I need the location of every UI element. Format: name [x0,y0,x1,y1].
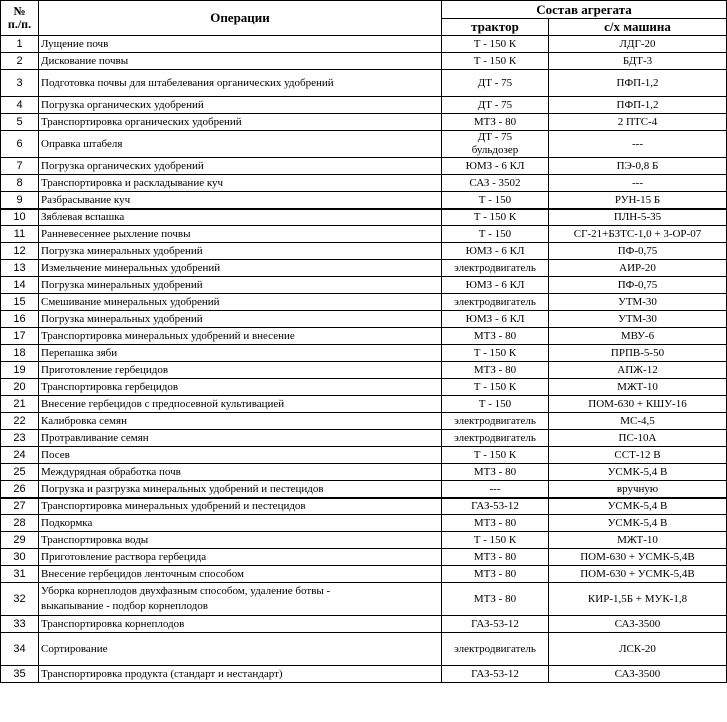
row-number: 16 [1,311,39,328]
tractor-cell: --- [442,481,549,498]
row-number: 20 [1,379,39,396]
operation-cell: Калибровка семян [39,413,442,430]
row-number: 14 [1,277,39,294]
table-row [1,413,727,430]
machine-cell: ПЭ-0,8 Б [549,158,727,175]
operation-cell: Погрузка минеральных удобрений [39,243,442,260]
table-row [1,243,727,260]
machine-cell: УТМ-30 [549,294,727,311]
tractor-cell: МТЗ - 80 [442,328,549,345]
operation-cell: Посев [39,447,442,464]
operation-cell: Междурядная обработка почв [39,464,442,481]
operation-line: Уборка корнеплодов двухфазным способом, удаление ботвы - [41,585,331,597]
operation-cell: Транспортировка минеральных удобрений и внесение [39,328,442,345]
tractor-cell: электродвигатель [442,633,549,666]
tractor-cell: электродвигатель [442,260,549,277]
table-row [1,114,727,131]
machine-cell: ПОМ-630 + КШУ-16 [549,396,727,413]
machine-cell: АПЖ-12 [549,362,727,379]
operation-cell: Лущение почв [39,36,442,53]
machine-cell: БДТ-3 [549,53,727,70]
table-row [1,328,727,345]
machine-cell: --- [549,131,727,158]
machine-cell: ПРПВ-5-50 [549,345,727,362]
operation-cell: Транспортировка гербецидов [39,379,442,396]
table-row [1,566,727,583]
header-unit-composition: Состав агрегата [442,1,727,19]
row-number: 34 [1,633,39,666]
operation-line: выкапывание - подбор корнеплодов [41,600,208,612]
tractor-cell: Т - 150 К [442,379,549,396]
table-row [1,362,727,379]
machine-cell: ССТ-12 В [549,447,727,464]
machine-cell: МЖТ-10 [549,532,727,549]
machine-cell: ПОМ-630 + УСМК-5,4В [549,566,727,583]
machine-cell: МС-4,5 [549,413,727,430]
row-number: 29 [1,532,39,549]
row-number: 31 [1,566,39,583]
tractor-cell: электродвигатель [442,430,549,447]
row-number: 10 [1,209,39,226]
row-number: 15 [1,294,39,311]
table-row [1,226,727,243]
row-number: 7 [1,158,39,175]
operation-cell: Сортирование [39,633,442,666]
tractor-cell: электродвигатель [442,413,549,430]
table-row [1,666,727,683]
table-row [1,481,727,498]
table-row [1,549,727,566]
operation-cell: Транспортировка воды [39,532,442,549]
table-row [1,447,727,464]
table-row [1,345,727,362]
operation-cell: Разбрасывание куч [39,192,442,209]
machine-cell: ЛДГ-20 [549,36,727,53]
table-row [1,158,727,175]
table-row [1,175,727,192]
row-number: 1 [1,36,39,53]
table-body [1,36,727,683]
tractor-cell: ГАЗ-53-12 [442,666,549,683]
machine-cell: вручную [549,481,727,498]
table-row [1,260,727,277]
table-row [1,277,727,294]
table-row [1,36,727,53]
tractor-cell: МТЗ - 80 [442,114,549,131]
header-num-symbol: № [13,4,26,18]
machine-cell: УСМК-5,4 В [549,498,727,515]
row-number: 18 [1,345,39,362]
machine-cell: УСМК-5,4 В [549,464,727,481]
table-row [1,294,727,311]
row-number: 2 [1,53,39,70]
operation-cell: Внесение гербецидов с предпосевной культивацией [39,396,442,413]
operation-cell: Оправка штабеля [39,131,442,158]
machine-cell: ПФП-1,2 [549,70,727,97]
machine-cell: САЗ-3500 [549,666,727,683]
operation-cell: Погрузка органических удобрений [39,97,442,114]
table-row [1,498,727,515]
tractor-cell: Т - 150 [442,226,549,243]
table-row [1,192,727,209]
machine-cell: МВУ-6 [549,328,727,345]
operation-cell: Транспортировка продукта (стандарт и нестандарт) [39,666,442,683]
tractor-cell: МТЗ - 80 [442,464,549,481]
table-row [1,97,727,114]
operation-cell: Протравливание семян [39,430,442,447]
operation-cell: Ранневесеннее рыхление почвы [39,226,442,243]
tractor-line: ДТ - 75 [477,131,513,143]
table-row [1,430,727,447]
table-row [1,532,727,549]
tractor-cell: Т - 150 [442,192,549,209]
operation-cell [39,583,442,616]
operation-cell: Транспортировка органических удобрений [39,114,442,131]
tractor-cell: МТЗ - 80 [442,515,549,532]
tractor-cell: электродвигатель [442,294,549,311]
row-number: 19 [1,362,39,379]
operation-cell: Дискование почвы [39,53,442,70]
row-number: 4 [1,97,39,114]
tractor-cell: ЮМЗ - 6 КЛ [442,158,549,175]
row-number: 24 [1,447,39,464]
tractor-cell: Т - 150 К [442,209,549,226]
machine-cell: --- [549,175,727,192]
row-number: 28 [1,515,39,532]
tractor-cell: Т - 150 К [442,532,549,549]
machine-cell: 2 ПТС-4 [549,114,727,131]
tractor-cell: Т - 150 [442,396,549,413]
table-row [1,70,727,97]
tractor-cell: МТЗ - 80 [442,583,549,616]
operation-cell: Транспортировка и раскладывание куч [39,175,442,192]
operation-cell: Погрузка минеральных удобрений [39,277,442,294]
table-row [1,616,727,633]
operation-cell: Зяблевая вспашка [39,209,442,226]
operation-cell: Измельчение минеральных удобрений [39,260,442,277]
machine-cell: СГ-21+БЗТС-1,0 + 3-ОР-07 [549,226,727,243]
operation-cell: Подготовка почвы для штабелевания органических удобрений [39,70,442,97]
machine-cell: ПФ-0,75 [549,243,727,260]
header-num-label: п./п. [7,17,32,31]
operation-cell: Перепашка зяби [39,345,442,362]
tractor-cell: Т - 150 К [442,345,549,362]
operation-cell: Внесение гербецидов ленточным способом [39,566,442,583]
machine-cell: ПЛН-5-35 [549,209,727,226]
table-row [1,464,727,481]
table-row [1,53,727,70]
tractor-cell: ЮМЗ - 6 КЛ [442,311,549,328]
tractor-cell: ДТ - 75 [442,70,549,97]
row-number: 9 [1,192,39,209]
tractor-cell: ДТ - 75 [442,97,549,114]
tractor-cell: МТЗ - 80 [442,362,549,379]
table-row [1,311,727,328]
header-operations: Операции [39,1,442,36]
row-number: 32 [1,583,39,616]
row-number: 25 [1,464,39,481]
machine-cell: РУН-15 Б [549,192,727,209]
operation-cell: Смешивание минеральных удобрений [39,294,442,311]
tractor-cell: ЮМЗ - 6 КЛ [442,243,549,260]
row-number: 12 [1,243,39,260]
tractor-cell: САЗ - 3502 [442,175,549,192]
operation-cell: Приготовление гербецидов [39,362,442,379]
operation-cell: Погрузка органических удобрений [39,158,442,175]
table-row [1,379,727,396]
table-row [1,131,727,158]
tractor-cell: ЮМЗ - 6 КЛ [442,277,549,294]
row-number: 27 [1,498,39,515]
tractor-cell: МТЗ - 80 [442,566,549,583]
machine-cell: САЗ-3500 [549,616,727,633]
row-number: 5 [1,114,39,131]
table-row [1,396,727,413]
machine-cell: ПС-10А [549,430,727,447]
header-machine: с/х машина [549,19,727,36]
tractor-cell [442,131,549,158]
tractor-line: бульдозер [471,144,519,156]
operation-cell: Погрузка минеральных удобрений [39,311,442,328]
machine-cell: УТМ-30 [549,311,727,328]
row-number: 17 [1,328,39,345]
row-number: 23 [1,430,39,447]
row-number: 11 [1,226,39,243]
operation-cell: Транспортировка минеральных удобрений и пестецидов [39,498,442,515]
row-number: 3 [1,70,39,97]
row-number: 26 [1,481,39,498]
table-row [1,515,727,532]
row-number: 22 [1,413,39,430]
tractor-cell: Т - 150 К [442,53,549,70]
table-row [1,583,727,616]
machine-cell: КИР-1,5Б + МУК-1,8 [549,583,727,616]
row-number: 35 [1,666,39,683]
header-number [1,1,39,36]
tractor-cell: ГАЗ-53-12 [442,498,549,515]
machine-cell: АИР-20 [549,260,727,277]
row-number: 6 [1,131,39,158]
operation-cell: Приготовление раствора гербецида [39,549,442,566]
machine-cell: ЛСК-20 [549,633,727,666]
machine-cell: МЖТ-10 [549,379,727,396]
row-number: 21 [1,396,39,413]
machine-cell: ПФП-1,2 [549,97,727,114]
machine-cell: УСМК-5,4 В [549,515,727,532]
row-number: 13 [1,260,39,277]
machine-cell: ПФ-0,75 [549,277,727,294]
tractor-cell: МТЗ - 80 [442,549,549,566]
operation-cell: Транспортировка корнеплодов [39,616,442,633]
machine-cell: ПОМ-630 + УСМК-5,4В [549,549,727,566]
header-tractor: трактор [442,19,549,36]
operation-cell: Подкормка [39,515,442,532]
tractor-cell: ГАЗ-53-12 [442,616,549,633]
row-number: 30 [1,549,39,566]
operation-cell: Погрузка и разгрузка минеральных удобрений и пестецидов [39,481,442,498]
table-row [1,209,727,226]
row-number: 8 [1,175,39,192]
tractor-cell: Т - 150 К [442,36,549,53]
tractor-cell: Т - 150 К [442,447,549,464]
row-number: 33 [1,616,39,633]
table-row [1,633,727,666]
